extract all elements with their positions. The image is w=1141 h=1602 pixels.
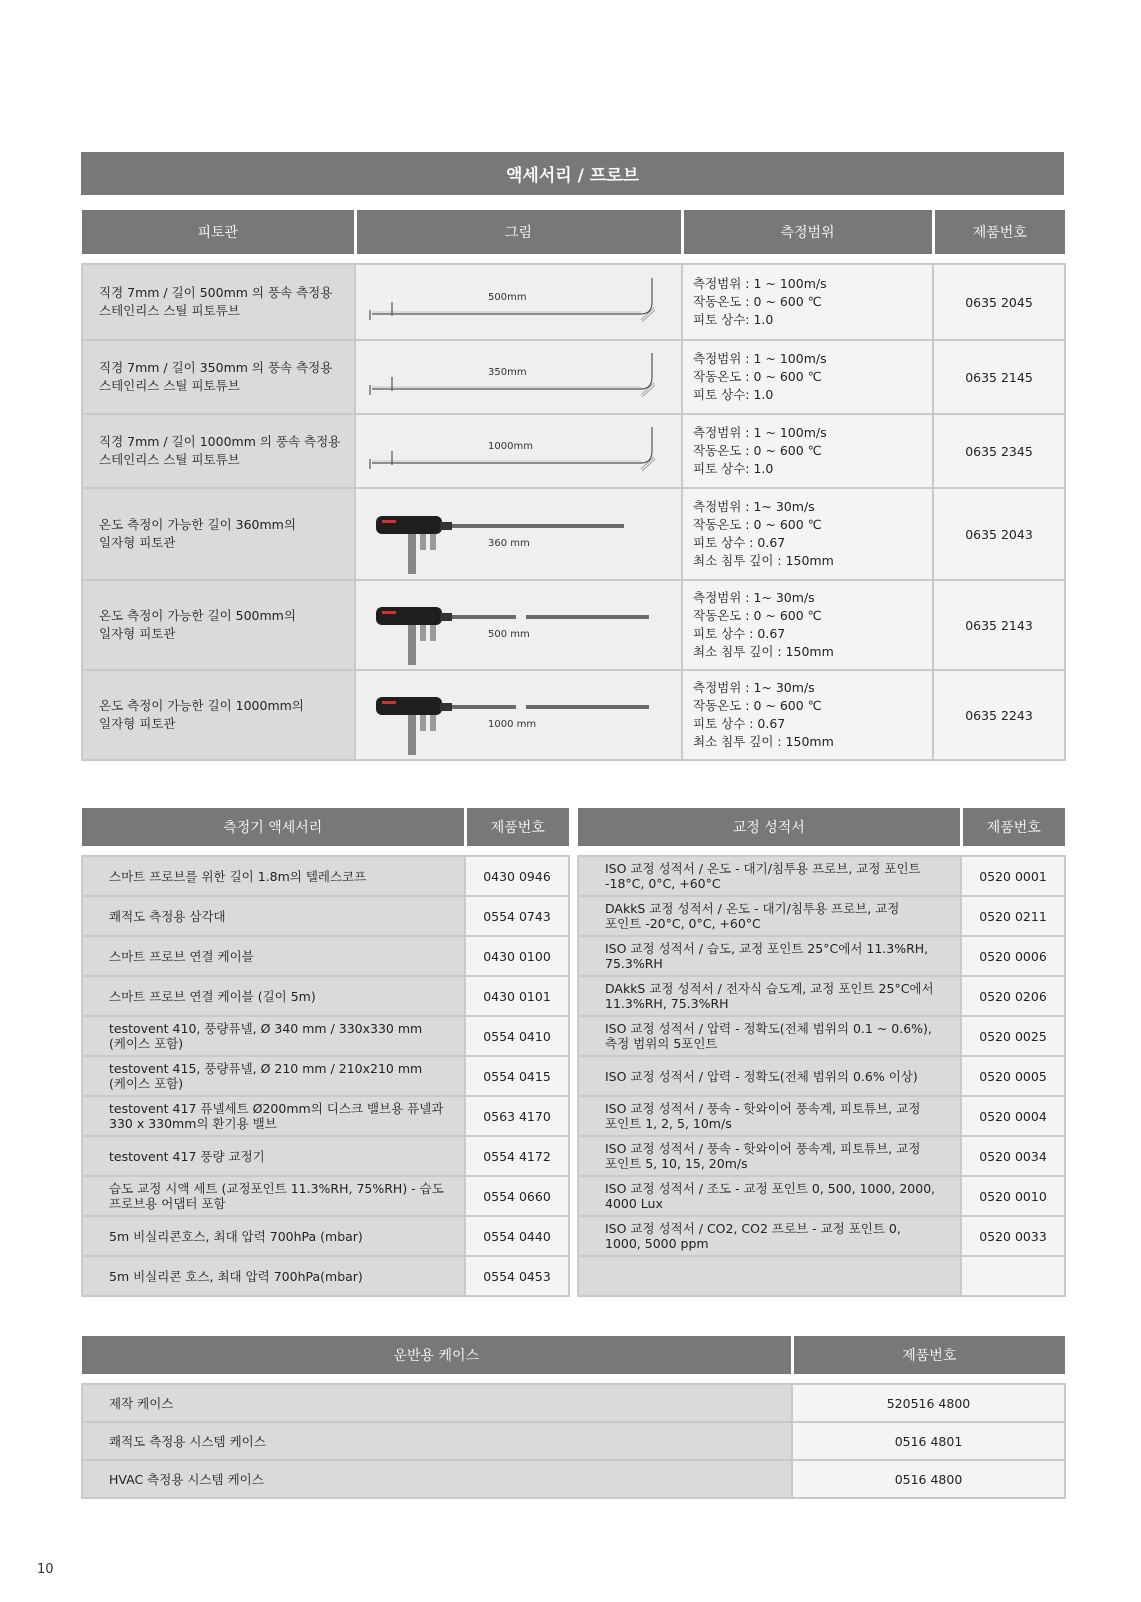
picture-label: 360 mm — [488, 538, 530, 549]
item-name — [578, 1136, 961, 1176]
pitot-picture — [355, 414, 682, 488]
item-name-line: ISO 교정 성적서 / CO2, CO2 프로브 - 교정 포인트 0, — [605, 1221, 901, 1236]
part-number: 0554 0410 — [465, 1016, 569, 1056]
spec-line: 측정범위 : 1~ 30m/s — [693, 499, 815, 514]
item-name-line: testovent 417 풍량 교정기 — [109, 1148, 265, 1164]
pitot-picture — [355, 488, 682, 580]
part-number: 0635 2143 — [933, 580, 1065, 670]
item-name-line: ISO 교정 성적서 / 풍속 - 핫와이어 풍속계, 피토튜브, 교정 — [605, 1141, 921, 1156]
table-row — [578, 1216, 1065, 1256]
table-row — [82, 1460, 1065, 1498]
item-name-line: 4000 Lux — [605, 1196, 663, 1211]
item-name-line: 330 x 330mm의 환기용 밸브 — [109, 1116, 277, 1131]
part-number: 0516 4801 — [792, 1422, 1065, 1460]
spec-line: 피토 상수 : 0.67 — [693, 626, 786, 641]
item-name-line: 75.3%RH — [605, 956, 663, 971]
item-name-line: 포인트 5, 10, 15, 20m/s — [605, 1156, 748, 1171]
part-number: 0430 0100 — [465, 936, 569, 976]
spec-line: 측정범위 : 1 ~ 100m/s — [693, 351, 827, 366]
item-name-line: testovent 417 퓨넬세트 Ø200mm의 디스크 밸브용 퓨넬과 — [109, 1101, 444, 1116]
item-name — [82, 1016, 465, 1056]
accessories-table — [81, 808, 570, 1297]
pitot-picture — [355, 580, 682, 670]
item-name-line: DAkkS 교정 성적서 / 전자식 습도계, 교정 포인트 25°C에서 — [605, 981, 934, 996]
header-part-number: 제품번호 — [465, 808, 569, 846]
description-line: 일자형 피토관 — [99, 716, 176, 731]
item-name — [578, 856, 961, 896]
description-line: 온도 측정이 가능한 길이 360mm의 — [99, 517, 296, 532]
table-row — [578, 896, 1065, 936]
part-number: 0520 0004 — [961, 1096, 1065, 1136]
spec-line: 작동온도 : 0 ~ 600 ℃ — [693, 517, 822, 532]
pitot-spec — [682, 340, 933, 414]
part-number: 0635 2145 — [933, 340, 1065, 414]
item-name — [578, 1256, 961, 1296]
table-row — [82, 1096, 569, 1136]
item-name — [578, 1216, 961, 1256]
item-name-line: ISO 교정 성적서 / 압력 - 정확도(전체 범위의 0.1 ~ 0.6%), — [605, 1021, 932, 1036]
table-row — [82, 1016, 569, 1056]
spec-line: 작동온도 : 0 ~ 600 ℃ — [693, 698, 822, 713]
item-name — [82, 976, 465, 1016]
case-name: HVAC 측정용 시스템 케이스 — [82, 1460, 792, 1498]
pitot-picture — [355, 340, 682, 414]
item-name-line: 프로브용 어댑터 포함 — [109, 1196, 226, 1211]
item-name-line: ISO 교정 성적서 / 온도 - 대기/침투용 프로브, 교정 포인트 — [605, 861, 921, 876]
item-name-line: 측정 범위의 5포인트 — [605, 1036, 718, 1051]
straight-pitot-tube-icon — [356, 671, 681, 759]
table-row — [82, 1136, 569, 1176]
pitot-spec — [682, 414, 933, 488]
calibration-table — [577, 808, 1066, 1297]
table-row — [578, 1096, 1065, 1136]
pitot-description — [82, 340, 355, 414]
header-part-number: 제품번호 — [933, 210, 1065, 254]
header-calibration: 교정 성적서 — [578, 808, 961, 846]
spec-line: 피토 상수: 1.0 — [693, 312, 774, 327]
spec-line: 피토 상수: 1.0 — [693, 461, 774, 476]
table-row — [82, 896, 569, 936]
item-name-line: 쾌적도 측정용 삼각대 — [109, 908, 226, 924]
part-number: 0520 0034 — [961, 1136, 1065, 1176]
item-name-line: DAkkS 교정 성적서 / 온도 - 대기/침투용 프로브, 교정 — [605, 901, 900, 916]
part-number: 0635 2243 — [933, 670, 1065, 760]
item-name-line: 5m 비실리콘 호스, 최대 압력 700hPa(mbar) — [109, 1268, 363, 1284]
table-row — [82, 1176, 569, 1216]
pitot-spec — [682, 264, 933, 340]
case-name: 제작 케이스 — [82, 1384, 792, 1422]
picture-label: 1000 mm — [488, 719, 537, 730]
pitot-spec — [682, 580, 933, 670]
table-row — [82, 670, 1065, 760]
spec-line: 측정범위 : 1 ~ 100m/s — [693, 425, 827, 440]
pitot-picture — [355, 670, 682, 760]
item-name-line: 습도 교정 시액 세트 (교정포인트 11.3%RH, 75%RH) - 습도 — [109, 1181, 444, 1196]
straight-pitot-tube-icon — [356, 581, 681, 669]
table-row — [82, 1216, 569, 1256]
item-name-line: 포인트 -20°C, 0°C, +60°C — [605, 916, 761, 931]
pitot-picture — [355, 264, 682, 340]
part-number: 0635 2043 — [933, 488, 1065, 580]
part-number: 0635 2345 — [933, 414, 1065, 488]
part-number: 0520 0010 — [961, 1176, 1065, 1216]
description-line: 일자형 피토관 — [99, 626, 176, 641]
spec-line: 작동온도 : 0 ~ 600 ℃ — [693, 369, 822, 384]
part-number: 0520 0206 — [961, 976, 1065, 1016]
table-row — [82, 936, 569, 976]
table-row — [82, 1384, 1065, 1422]
description-line: 온도 측정이 가능한 길이 500mm의 — [99, 608, 296, 623]
part-number: 0520 0006 — [961, 936, 1065, 976]
item-name-line: testovent 415, 풍량퓨넬, Ø 210 mm / 210x210 mm — [109, 1061, 423, 1076]
table-row — [578, 976, 1065, 1016]
description-line: 스테인리스 스틸 피토튜브 — [99, 303, 240, 318]
header-part-number: 제품번호 — [961, 808, 1065, 846]
table-row — [82, 414, 1065, 488]
part-number: 0554 0453 — [465, 1256, 569, 1296]
description-line: 스테인리스 스틸 피토튜브 — [99, 378, 240, 393]
item-name-line: 스마트 프로브를 위한 길이 1.8m의 텔레스코프 — [109, 868, 367, 884]
header-picture: 그림 — [355, 210, 682, 254]
part-number: 0554 0415 — [465, 1056, 569, 1096]
item-name — [578, 936, 961, 976]
pitot-description — [82, 580, 355, 670]
header-accessories: 측정기 액세서리 — [82, 808, 465, 846]
item-name — [578, 896, 961, 936]
spec-line: 피토 상수 : 0.67 — [693, 535, 786, 550]
part-number: 520516 4800 — [792, 1384, 1065, 1422]
cases-table — [81, 1336, 1066, 1499]
description-line: 직경 7mm / 길이 1000mm 의 풍속 측정용 — [99, 434, 341, 449]
item-name-line: (케이스 포함) — [109, 1076, 184, 1091]
table-row — [82, 264, 1065, 340]
spec-line: 측정범위 : 1~ 30m/s — [693, 680, 815, 695]
item-name-line: ISO 교정 성적서 / 압력 - 정확도(전체 범위의 0.6% 이상) — [605, 1068, 918, 1084]
part-number: 0520 0025 — [961, 1016, 1065, 1056]
item-name-line: 5m 비실리콘호스, 최대 압력 700hPa (mbar) — [109, 1228, 363, 1244]
part-number: 0554 4172 — [465, 1136, 569, 1176]
part-number: 0520 0211 — [961, 896, 1065, 936]
part-number: 0516 4800 — [792, 1460, 1065, 1498]
pitot-table — [81, 210, 1066, 761]
item-name — [82, 1096, 465, 1136]
pitot-description — [82, 670, 355, 760]
header-cases: 운반용 케이스 — [82, 1336, 792, 1374]
table-header-row — [578, 808, 1065, 846]
page-number: 10 — [37, 1562, 54, 1577]
spec-line: 작동온도 : 0 ~ 600 ℃ — [693, 608, 822, 623]
page-banner: 액세서리 / 프로브 — [81, 152, 1064, 195]
description-line: 직경 7mm / 길이 500mm 의 풍속 측정용 — [99, 285, 333, 300]
part-number: 0554 0660 — [465, 1176, 569, 1216]
item-name-line: ISO 교정 성적서 / 조도 - 교정 포인트 0, 500, 1000, 2000, — [605, 1181, 936, 1196]
item-name — [578, 1096, 961, 1136]
part-number: 0554 0743 — [465, 896, 569, 936]
item-name-line: ISO 교정 성적서 / 습도, 교정 포인트 25°C에서 11.3%RH, — [605, 941, 929, 956]
item-name — [82, 1256, 465, 1296]
picture-label: 500mm — [488, 292, 527, 303]
case-name: 쾌적도 측정용 시스템 케이스 — [82, 1422, 792, 1460]
item-name-line: 11.3%RH, 75.3%RH — [605, 996, 729, 1011]
spec-line: 측정범위 : 1 ~ 100m/s — [693, 276, 827, 291]
table-header-row — [82, 1336, 1065, 1374]
pitot-spec — [682, 488, 933, 580]
part-number: 0430 0101 — [465, 976, 569, 1016]
item-name-line: 스마트 프로브 연결 케이블 (길이 5m) — [109, 988, 316, 1004]
part-number: 0520 0033 — [961, 1216, 1065, 1256]
table-row — [578, 1136, 1065, 1176]
header-part-number: 제품번호 — [792, 1336, 1065, 1374]
part-number: 0554 0440 — [465, 1216, 569, 1256]
item-name-line: testovent 410, 풍량퓨넬, Ø 340 mm / 330x330 mm — [109, 1021, 423, 1036]
part-number: 0430 0946 — [465, 856, 569, 896]
description-line: 일자형 피토관 — [99, 535, 176, 550]
table-header-row — [82, 210, 1065, 254]
table-row — [82, 488, 1065, 580]
item-name — [82, 1056, 465, 1096]
pitot-description — [82, 264, 355, 340]
table-row — [82, 580, 1065, 670]
table-row — [82, 976, 569, 1016]
spec-line: 최소 침투 깊이 : 150mm — [693, 734, 834, 749]
item-name-line: -18°C, 0°C, +60°C — [605, 876, 721, 891]
pitot-spec — [682, 670, 933, 760]
pitot-description — [82, 488, 355, 580]
table-row — [578, 1176, 1065, 1216]
part-number: 0563 4170 — [465, 1096, 569, 1136]
table-row — [578, 1016, 1065, 1056]
table-row — [578, 936, 1065, 976]
pitot-description — [82, 414, 355, 488]
part-number: 0520 0005 — [961, 1056, 1065, 1096]
table-row — [82, 1256, 569, 1296]
item-name-line: 스마트 프로브 연결 케이블 — [109, 948, 254, 964]
item-name — [82, 1136, 465, 1176]
spec-line: 측정범위 : 1~ 30m/s — [693, 590, 815, 605]
table-row — [578, 1256, 1065, 1296]
spec-line: 최소 침투 깊이 : 150mm — [693, 644, 834, 659]
item-name — [82, 936, 465, 976]
description-line: 직경 7mm / 길이 350mm 의 풍속 측정용 — [99, 360, 333, 375]
table-row — [578, 856, 1065, 896]
item-name — [578, 1176, 961, 1216]
picture-label: 500 mm — [488, 629, 530, 640]
spec-line: 작동온도 : 0 ~ 600 ℃ — [693, 443, 822, 458]
item-name — [578, 1016, 961, 1056]
spec-line: 작동온도 : 0 ~ 600 ℃ — [693, 294, 822, 309]
item-name — [82, 856, 465, 896]
spec-line: 피토 상수: 1.0 — [693, 387, 774, 402]
item-name-line: ISO 교정 성적서 / 풍속 - 핫와이어 풍속계, 피토튜브, 교정 — [605, 1101, 921, 1116]
straight-pitot-tube-icon — [356, 489, 681, 579]
item-name-line: (케이스 포함) — [109, 1036, 184, 1051]
spec-line: 최소 침투 깊이 : 150mm — [693, 553, 834, 568]
item-name — [578, 1056, 961, 1096]
table-row — [82, 340, 1065, 414]
item-name — [82, 1216, 465, 1256]
part-number: 0520 0001 — [961, 856, 1065, 896]
header-pitot: 피토관 — [82, 210, 355, 254]
item-name-line: 포인트 1, 2, 5, 10m/s — [605, 1116, 732, 1131]
part-number — [961, 1256, 1065, 1296]
table-row — [82, 1056, 569, 1096]
spec-line: 피토 상수 : 0.67 — [693, 716, 786, 731]
picture-label: 1000mm — [488, 441, 533, 452]
table-row — [82, 856, 569, 896]
item-name — [82, 896, 465, 936]
table-header-row — [82, 808, 569, 846]
item-name-line: 1000, 5000 ppm — [605, 1236, 709, 1251]
table-row — [82, 1422, 1065, 1460]
table-row — [578, 1056, 1065, 1096]
header-range: 측정범위 — [682, 210, 933, 254]
item-name — [578, 976, 961, 1016]
picture-label: 350mm — [488, 367, 527, 378]
description-line: 스테인리스 스틸 피토튜브 — [99, 452, 240, 467]
description-line: 온도 측정이 가능한 길이 1000mm의 — [99, 698, 304, 713]
part-number: 0635 2045 — [933, 264, 1065, 340]
item-name — [82, 1176, 465, 1216]
